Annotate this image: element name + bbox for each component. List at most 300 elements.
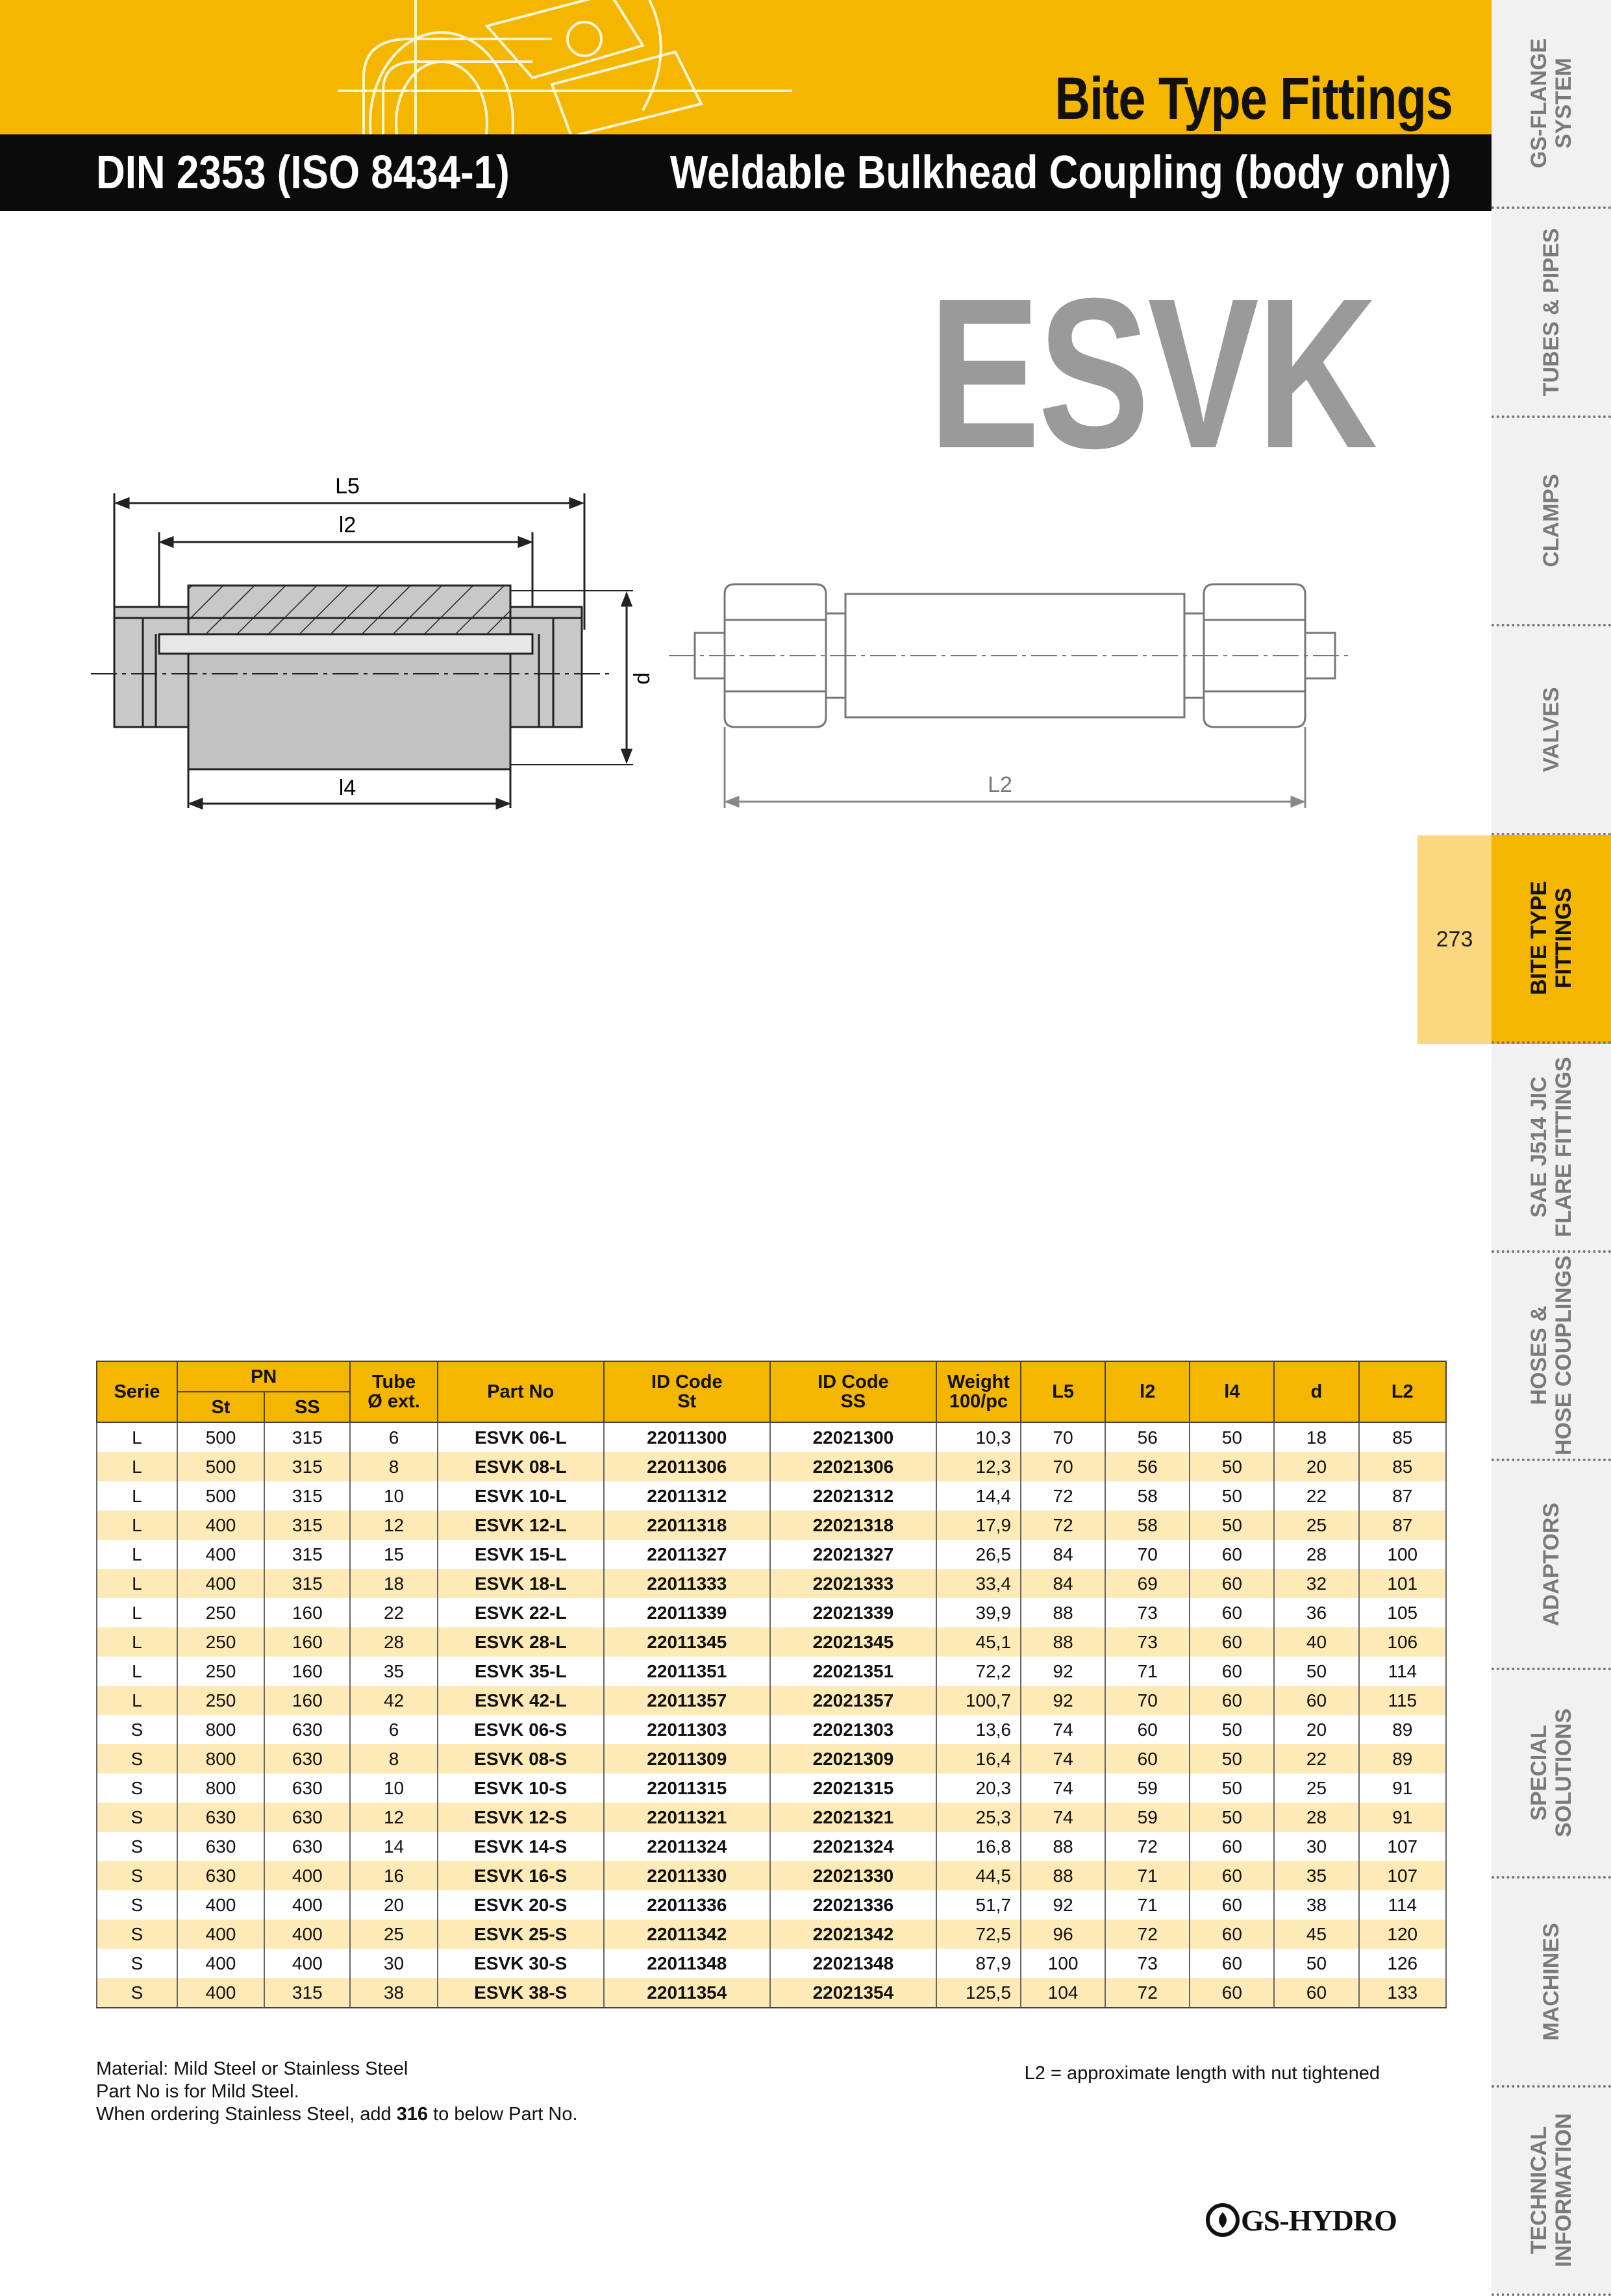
table-row bbox=[97, 1832, 1446, 1861]
cell-L2: 126 bbox=[1359, 1949, 1446, 1978]
cell-id-code-ss: 22021300 bbox=[770, 1422, 936, 1452]
table-row bbox=[97, 1978, 1446, 2008]
cell-part-no: ESVK 08-S bbox=[438, 1744, 604, 1773]
cell-tube-od: 18 bbox=[350, 1569, 437, 1598]
cell-id-code-ss: 22021342 bbox=[770, 1920, 936, 1949]
cell-serie: L bbox=[97, 1540, 177, 1569]
cell-part-no: ESVK 35-L bbox=[438, 1657, 604, 1686]
cell-tube-od: 20 bbox=[350, 1890, 437, 1920]
cell-part-no: ESVK 18-L bbox=[438, 1569, 604, 1598]
table-row bbox=[97, 1803, 1446, 1832]
cell-id-code-st: 22011318 bbox=[604, 1511, 770, 1540]
cell-tube-od: 38 bbox=[350, 1978, 437, 2008]
cell-pn-st: 250 bbox=[177, 1627, 264, 1657]
cell-l2: 72 bbox=[1105, 1978, 1190, 2008]
cell-id-code-ss: 22021345 bbox=[770, 1627, 936, 1657]
ordering-note bbox=[96, 2103, 578, 2126]
header-tube-line2: Ø ext. bbox=[368, 1391, 420, 1412]
cell-L5: 88 bbox=[1021, 1861, 1105, 1890]
cell-d: 36 bbox=[1274, 1598, 1358, 1627]
cell-serie: L bbox=[97, 1657, 177, 1686]
cell-d: 50 bbox=[1274, 1657, 1358, 1686]
header-part-no: Part No bbox=[438, 1361, 604, 1422]
cell-l2: 70 bbox=[1105, 1540, 1190, 1569]
cell-pn-ss: 160 bbox=[264, 1627, 350, 1657]
cell-id-code-st: 22011303 bbox=[604, 1715, 770, 1744]
header-weight-line1: Weight bbox=[947, 1372, 1010, 1392]
cell-pn-st: 400 bbox=[177, 1540, 264, 1569]
cell-id-code-st: 22011330 bbox=[604, 1861, 770, 1890]
cell-pn-st: 400 bbox=[177, 1920, 264, 1949]
cell-id-code-ss: 22021333 bbox=[770, 1569, 936, 1598]
cell-l2: 59 bbox=[1105, 1803, 1190, 1832]
cell-id-code-st: 22011321 bbox=[604, 1803, 770, 1832]
cell-tube-od: 8 bbox=[350, 1744, 437, 1773]
cell-tube-od: 10 bbox=[350, 1773, 437, 1803]
cell-l2: 72 bbox=[1105, 1920, 1190, 1949]
cell-weight: 33,4 bbox=[936, 1569, 1021, 1598]
cell-id-code-ss: 22021309 bbox=[770, 1744, 936, 1773]
cell-part-no: ESVK 38-S bbox=[438, 1978, 604, 2008]
cell-d: 25 bbox=[1274, 1511, 1358, 1540]
cell-l2: 71 bbox=[1105, 1861, 1190, 1890]
header-d: d bbox=[1274, 1361, 1358, 1422]
cell-weight: 25,3 bbox=[936, 1803, 1021, 1832]
sidebar-tab-6[interactable] bbox=[1492, 1044, 1611, 1253]
table-row bbox=[97, 1481, 1446, 1511]
cell-l4: 60 bbox=[1190, 1920, 1274, 1949]
footnotes bbox=[96, 2058, 578, 2126]
sidebar-tab-9[interactable] bbox=[1492, 1670, 1611, 1879]
cell-L2: 91 bbox=[1359, 1803, 1446, 1832]
cell-L5: 96 bbox=[1021, 1920, 1105, 1949]
cell-part-no: ESVK 28-L bbox=[438, 1627, 604, 1657]
table-row bbox=[97, 1422, 1446, 1452]
cell-pn-st: 500 bbox=[177, 1422, 264, 1452]
cell-serie: L bbox=[97, 1481, 177, 1511]
cell-id-code-st: 22011333 bbox=[604, 1569, 770, 1598]
cell-L2: 100 bbox=[1359, 1540, 1446, 1569]
cell-id-code-ss: 22021306 bbox=[770, 1452, 936, 1481]
header-weight-line2: 100/pc bbox=[949, 1391, 1008, 1412]
cell-l4: 60 bbox=[1190, 1540, 1274, 1569]
product-description: Weldable Bulkhead Coupling (body only) bbox=[670, 147, 1451, 199]
cell-pn-ss: 315 bbox=[264, 1511, 350, 1540]
cell-part-no: ESVK 20-S bbox=[438, 1890, 604, 1920]
sidebar-tab-8[interactable] bbox=[1492, 1461, 1611, 1670]
cell-pn-ss: 630 bbox=[264, 1803, 350, 1832]
cell-id-code-ss: 22021312 bbox=[770, 1481, 936, 1511]
cell-l4: 50 bbox=[1190, 1511, 1274, 1540]
sidebar-tab-10[interactable] bbox=[1492, 1879, 1611, 2088]
cell-pn-ss: 315 bbox=[264, 1481, 350, 1511]
cell-weight: 72,5 bbox=[936, 1920, 1021, 1949]
cell-L2: 120 bbox=[1359, 1920, 1446, 1949]
cell-L5: 88 bbox=[1021, 1598, 1105, 1627]
cell-L2: 106 bbox=[1359, 1627, 1446, 1657]
cell-part-no: ESVK 42-L bbox=[438, 1686, 604, 1715]
cell-weight: 39,9 bbox=[936, 1598, 1021, 1627]
cell-d: 35 bbox=[1274, 1861, 1358, 1890]
cell-serie: S bbox=[97, 1744, 177, 1773]
header-banner bbox=[0, 0, 1492, 134]
cell-serie: S bbox=[97, 1949, 177, 1978]
cell-part-no: ESVK 06-L bbox=[438, 1422, 604, 1452]
cell-pn-st: 250 bbox=[177, 1598, 264, 1627]
cell-L5: 74 bbox=[1021, 1803, 1105, 1832]
cell-pn-ss: 315 bbox=[264, 1540, 350, 1569]
cell-id-code-ss: 22021339 bbox=[770, 1598, 936, 1627]
cell-pn-st: 630 bbox=[177, 1832, 264, 1861]
section-drawing bbox=[91, 467, 688, 831]
table-body bbox=[97, 1422, 1446, 2008]
cell-l2: 59 bbox=[1105, 1773, 1190, 1803]
cell-L2: 107 bbox=[1359, 1832, 1446, 1861]
cell-l4: 60 bbox=[1190, 1949, 1274, 1978]
cell-L2: 105 bbox=[1359, 1598, 1446, 1627]
cell-d: 28 bbox=[1274, 1803, 1358, 1832]
table-row bbox=[97, 1598, 1446, 1627]
cell-tube-od: 15 bbox=[350, 1540, 437, 1569]
cell-id-code-st: 22011327 bbox=[604, 1540, 770, 1569]
cell-L2: 133 bbox=[1359, 1978, 1446, 2008]
cell-weight: 45,1 bbox=[936, 1627, 1021, 1657]
cell-L2: 87 bbox=[1359, 1481, 1446, 1511]
cell-part-no: ESVK 06-S bbox=[438, 1715, 604, 1744]
sidebar-tab-label: VALVES bbox=[1539, 687, 1564, 772]
cell-pn-st: 400 bbox=[177, 1890, 264, 1920]
cell-part-no: ESVK 16-S bbox=[438, 1861, 604, 1890]
sidebar-tab-4[interactable] bbox=[1492, 626, 1611, 835]
cell-weight: 20,3 bbox=[936, 1773, 1021, 1803]
cell-l4: 50 bbox=[1190, 1744, 1274, 1773]
page-number: 273 bbox=[1436, 927, 1473, 952]
cell-pn-st: 500 bbox=[177, 1452, 264, 1481]
cell-tube-od: 42 bbox=[350, 1686, 437, 1715]
cell-id-code-ss: 22021351 bbox=[770, 1657, 936, 1686]
table-row bbox=[97, 1920, 1446, 1949]
cell-pn-st: 800 bbox=[177, 1715, 264, 1744]
cell-L2: 101 bbox=[1359, 1569, 1446, 1598]
cell-serie: S bbox=[97, 1861, 177, 1890]
header-id-ss-line2: SS bbox=[840, 1391, 866, 1412]
cell-l2: 72 bbox=[1105, 1832, 1190, 1861]
cell-l4: 60 bbox=[1190, 1978, 1274, 2008]
cell-serie: L bbox=[97, 1598, 177, 1627]
cell-pn-st: 400 bbox=[177, 1511, 264, 1540]
header-L5: L5 bbox=[1021, 1361, 1105, 1422]
cell-part-no: ESVK 12-S bbox=[438, 1803, 604, 1832]
cell-pn-ss: 160 bbox=[264, 1686, 350, 1715]
header-id-code-st bbox=[604, 1361, 770, 1422]
cell-serie: L bbox=[97, 1686, 177, 1715]
cell-l2: 60 bbox=[1105, 1715, 1190, 1744]
cell-pn-st: 250 bbox=[177, 1657, 264, 1686]
cell-pn-ss: 315 bbox=[264, 1978, 350, 2008]
cell-L5: 92 bbox=[1021, 1686, 1105, 1715]
cell-weight: 12,3 bbox=[936, 1452, 1021, 1481]
cell-l2: 73 bbox=[1105, 1627, 1190, 1657]
cell-id-code-ss: 22021315 bbox=[770, 1773, 936, 1803]
sidebar-tab-3[interactable] bbox=[1492, 417, 1611, 626]
cell-d: 25 bbox=[1274, 1773, 1358, 1803]
cell-pn-st: 800 bbox=[177, 1744, 264, 1773]
sidebar-tab-label: TECHNICAL INFORMATION bbox=[1527, 2113, 1576, 2267]
cell-weight: 13,6 bbox=[936, 1715, 1021, 1744]
cell-L5: 72 bbox=[1021, 1511, 1105, 1540]
cell-pn-st: 250 bbox=[177, 1686, 264, 1715]
cell-l4: 60 bbox=[1190, 1861, 1274, 1890]
cell-L2: 87 bbox=[1359, 1511, 1446, 1540]
cell-L2: 85 bbox=[1359, 1452, 1446, 1481]
subheader-bar bbox=[0, 134, 1492, 211]
cell-L5: 70 bbox=[1021, 1422, 1105, 1452]
standard-label: DIN 2353 (ISO 8434-1) bbox=[96, 147, 510, 199]
cell-d: 50 bbox=[1274, 1949, 1358, 1978]
cell-d: 20 bbox=[1274, 1452, 1358, 1481]
cell-tube-od: 30 bbox=[350, 1949, 437, 1978]
cell-l2: 60 bbox=[1105, 1744, 1190, 1773]
cell-weight: 10,3 bbox=[936, 1422, 1021, 1452]
cell-pn-ss: 315 bbox=[264, 1569, 350, 1598]
sidebar-tab-label: SPECIAL SOLUTIONS bbox=[1527, 1708, 1576, 1838]
cell-tube-od: 25 bbox=[350, 1920, 437, 1949]
cell-L5: 74 bbox=[1021, 1744, 1105, 1773]
cell-l2: 56 bbox=[1105, 1422, 1190, 1452]
cell-L2: 89 bbox=[1359, 1715, 1446, 1744]
sidebar-tab-label: CLAMPS bbox=[1539, 474, 1564, 567]
cell-id-code-st: 22011348 bbox=[604, 1949, 770, 1978]
fitting-sketch-watermark bbox=[338, 0, 792, 134]
l2-note: L2 = approximate length with nut tightened bbox=[1024, 2063, 1380, 2084]
cell-L2: 91 bbox=[1359, 1773, 1446, 1803]
cell-tube-od: 28 bbox=[350, 1627, 437, 1657]
cell-weight: 14,4 bbox=[936, 1481, 1021, 1511]
cell-d: 20 bbox=[1274, 1715, 1358, 1744]
cell-l2: 70 bbox=[1105, 1686, 1190, 1715]
cell-l4: 60 bbox=[1190, 1832, 1274, 1861]
cell-id-code-st: 22011342 bbox=[604, 1920, 770, 1949]
cell-pn-st: 400 bbox=[177, 1569, 264, 1598]
cell-serie: S bbox=[97, 1890, 177, 1920]
cell-id-code-ss: 22021321 bbox=[770, 1803, 936, 1832]
table-row bbox=[97, 1715, 1446, 1744]
cell-l4: 60 bbox=[1190, 1598, 1274, 1627]
dim-label-L5: L5 bbox=[335, 474, 360, 499]
cell-pn-ss: 160 bbox=[264, 1657, 350, 1686]
cell-part-no: ESVK 08-L bbox=[438, 1452, 604, 1481]
cell-l2: 56 bbox=[1105, 1452, 1190, 1481]
cell-part-no: ESVK 30-S bbox=[438, 1949, 604, 1978]
table-row bbox=[97, 1744, 1446, 1773]
header-tube-line1: Tube bbox=[372, 1372, 416, 1392]
cell-L5: 100 bbox=[1021, 1949, 1105, 1978]
cell-id-code-st: 22011351 bbox=[604, 1657, 770, 1686]
sidebar-tab-label: ADAPTORS bbox=[1539, 1502, 1564, 1626]
cell-weight: 44,5 bbox=[936, 1861, 1021, 1890]
cell-weight: 87,9 bbox=[936, 1949, 1021, 1978]
cell-pn-ss: 400 bbox=[264, 1949, 350, 1978]
product-code: ESVK bbox=[929, 253, 1376, 493]
header-id-st-line2: St bbox=[677, 1391, 697, 1412]
sidebar-tab-11[interactable] bbox=[1492, 2087, 1611, 2296]
cell-pn-st: 400 bbox=[177, 1978, 264, 2008]
cell-d: 30 bbox=[1274, 1832, 1358, 1861]
cell-l4: 60 bbox=[1190, 1890, 1274, 1920]
cell-serie: S bbox=[97, 1978, 177, 2008]
cell-id-code-ss: 22021324 bbox=[770, 1832, 936, 1861]
table-row bbox=[97, 1686, 1446, 1715]
table-row bbox=[97, 1890, 1446, 1920]
cell-L5: 88 bbox=[1021, 1832, 1105, 1861]
cell-L5: 84 bbox=[1021, 1540, 1105, 1569]
cell-id-code-ss: 22021318 bbox=[770, 1511, 936, 1540]
cell-l2: 58 bbox=[1105, 1511, 1190, 1540]
cell-pn-ss: 630 bbox=[264, 1715, 350, 1744]
table-row bbox=[97, 1949, 1446, 1978]
header-id-code-ss bbox=[770, 1361, 936, 1422]
cell-pn-ss: 160 bbox=[264, 1598, 350, 1627]
cell-serie: S bbox=[97, 1832, 177, 1861]
cell-id-code-st: 22011300 bbox=[604, 1422, 770, 1452]
gs-hydro-logo bbox=[1205, 2202, 1397, 2238]
cell-serie: L bbox=[97, 1627, 177, 1657]
cell-weight: 100,7 bbox=[936, 1686, 1021, 1715]
cell-l4: 50 bbox=[1190, 1803, 1274, 1832]
cell-id-code-st: 22011309 bbox=[604, 1744, 770, 1773]
cell-pn-st: 630 bbox=[177, 1803, 264, 1832]
cell-l4: 50 bbox=[1190, 1422, 1274, 1452]
cell-part-no: ESVK 12-L bbox=[438, 1511, 604, 1540]
cell-tube-od: 8 bbox=[350, 1452, 437, 1481]
cell-pn-ss: 630 bbox=[264, 1744, 350, 1773]
cell-L5: 74 bbox=[1021, 1715, 1105, 1744]
cell-L5: 104 bbox=[1021, 1978, 1105, 2008]
cell-d: 40 bbox=[1274, 1627, 1358, 1657]
cell-id-code-st: 22011315 bbox=[604, 1773, 770, 1803]
cell-id-code-st: 22011357 bbox=[604, 1686, 770, 1715]
sidebar-tab-label: MACHINES bbox=[1539, 1922, 1564, 2041]
cell-part-no: ESVK 10-L bbox=[438, 1481, 604, 1511]
specifications-table bbox=[96, 1361, 1447, 2008]
cell-L2: 115 bbox=[1359, 1686, 1446, 1715]
header-serie: Serie bbox=[97, 1361, 177, 1422]
cell-l4: 50 bbox=[1190, 1481, 1274, 1511]
cell-l4: 60 bbox=[1190, 1686, 1274, 1715]
table-row bbox=[97, 1569, 1446, 1598]
cell-weight: 16,8 bbox=[936, 1832, 1021, 1861]
sidebar-tab-1[interactable] bbox=[1492, 0, 1611, 209]
cell-d: 22 bbox=[1274, 1744, 1358, 1773]
cell-id-code-ss: 22021327 bbox=[770, 1540, 936, 1569]
cell-L5: 72 bbox=[1021, 1481, 1105, 1511]
cell-id-code-st: 22011345 bbox=[604, 1627, 770, 1657]
cell-id-code-ss: 22021330 bbox=[770, 1861, 936, 1890]
cell-L2: 114 bbox=[1359, 1890, 1446, 1920]
cell-serie: S bbox=[97, 1803, 177, 1832]
cell-pn-st: 500 bbox=[177, 1481, 264, 1511]
cell-weight: 16,4 bbox=[936, 1744, 1021, 1773]
cell-d: 45 bbox=[1274, 1920, 1358, 1949]
header-pn-st: St bbox=[177, 1392, 264, 1422]
cell-L2: 114 bbox=[1359, 1657, 1446, 1686]
cell-pn-st: 800 bbox=[177, 1773, 264, 1803]
cell-L5: 88 bbox=[1021, 1627, 1105, 1657]
cell-tube-od: 10 bbox=[350, 1481, 437, 1511]
table-row bbox=[97, 1627, 1446, 1657]
cell-l2: 73 bbox=[1105, 1949, 1190, 1978]
assembly-drawing bbox=[656, 558, 1357, 831]
cell-L2: 85 bbox=[1359, 1422, 1446, 1452]
cell-l4: 60 bbox=[1190, 1627, 1274, 1657]
table-row bbox=[97, 1773, 1446, 1803]
cell-weight: 125,5 bbox=[936, 1978, 1021, 2008]
sidebar-tab-label: BITE TYPE FITTINGS bbox=[1527, 881, 1576, 995]
cell-l2: 58 bbox=[1105, 1481, 1190, 1511]
cell-tube-od: 22 bbox=[350, 1598, 437, 1627]
header-l4: l4 bbox=[1190, 1361, 1274, 1422]
cell-tube-od: 6 bbox=[350, 1422, 437, 1452]
cell-part-no: ESVK 25-S bbox=[438, 1920, 604, 1949]
cell-pn-ss: 400 bbox=[264, 1920, 350, 1949]
cell-id-code-st: 22011312 bbox=[604, 1481, 770, 1511]
cell-l4: 50 bbox=[1190, 1773, 1274, 1803]
sidebar-tab-2[interactable] bbox=[1492, 209, 1611, 418]
cell-L5: 84 bbox=[1021, 1569, 1105, 1598]
cell-id-code-st: 22011354 bbox=[604, 1978, 770, 2008]
table-row bbox=[97, 1657, 1446, 1686]
ordering-note-suffix: to below Part No. bbox=[428, 2104, 578, 2125]
cell-tube-od: 35 bbox=[350, 1657, 437, 1686]
cell-weight: 26,5 bbox=[936, 1540, 1021, 1569]
material-note: Material: Mild Steel or Stainless Steel bbox=[96, 2058, 408, 2079]
cell-L5: 92 bbox=[1021, 1890, 1105, 1920]
header-id-st-line1: ID Code bbox=[651, 1372, 723, 1392]
page-title: Bite Type Fittings bbox=[1055, 66, 1453, 132]
cell-part-no: ESVK 15-L bbox=[438, 1540, 604, 1569]
cell-serie: S bbox=[97, 1773, 177, 1803]
dim-label-L2: L2 bbox=[988, 772, 1012, 797]
cell-l4: 50 bbox=[1190, 1452, 1274, 1481]
sidebar-tab-7[interactable] bbox=[1492, 1252, 1611, 1461]
cell-tube-od: 12 bbox=[350, 1511, 437, 1540]
cell-serie: L bbox=[97, 1422, 177, 1452]
dim-label-l4: l4 bbox=[338, 776, 356, 800]
cell-weight: 72,2 bbox=[936, 1657, 1021, 1686]
cell-l4: 60 bbox=[1190, 1569, 1274, 1598]
cell-weight: 51,7 bbox=[936, 1890, 1021, 1920]
cell-d: 38 bbox=[1274, 1890, 1358, 1920]
header-tube bbox=[350, 1361, 437, 1422]
cell-pn-ss: 315 bbox=[264, 1452, 350, 1481]
cell-serie: L bbox=[97, 1452, 177, 1481]
cell-id-code-ss: 22021357 bbox=[770, 1686, 936, 1715]
cell-id-code-st: 22011339 bbox=[604, 1598, 770, 1627]
header-l2: l2 bbox=[1105, 1361, 1190, 1422]
cell-id-code-st: 22011336 bbox=[604, 1890, 770, 1920]
sidebar-tab-5[interactable] bbox=[1492, 835, 1611, 1044]
cell-d: 60 bbox=[1274, 1686, 1358, 1715]
cell-d: 28 bbox=[1274, 1540, 1358, 1569]
cell-serie: L bbox=[97, 1511, 177, 1540]
cell-serie: S bbox=[97, 1920, 177, 1949]
cell-pn-ss: 400 bbox=[264, 1890, 350, 1920]
cell-serie: L bbox=[97, 1569, 177, 1598]
cell-tube-od: 16 bbox=[350, 1861, 437, 1890]
dim-label-d: d bbox=[630, 672, 655, 685]
cell-pn-st: 400 bbox=[177, 1949, 264, 1978]
cell-pn-ss: 630 bbox=[264, 1773, 350, 1803]
